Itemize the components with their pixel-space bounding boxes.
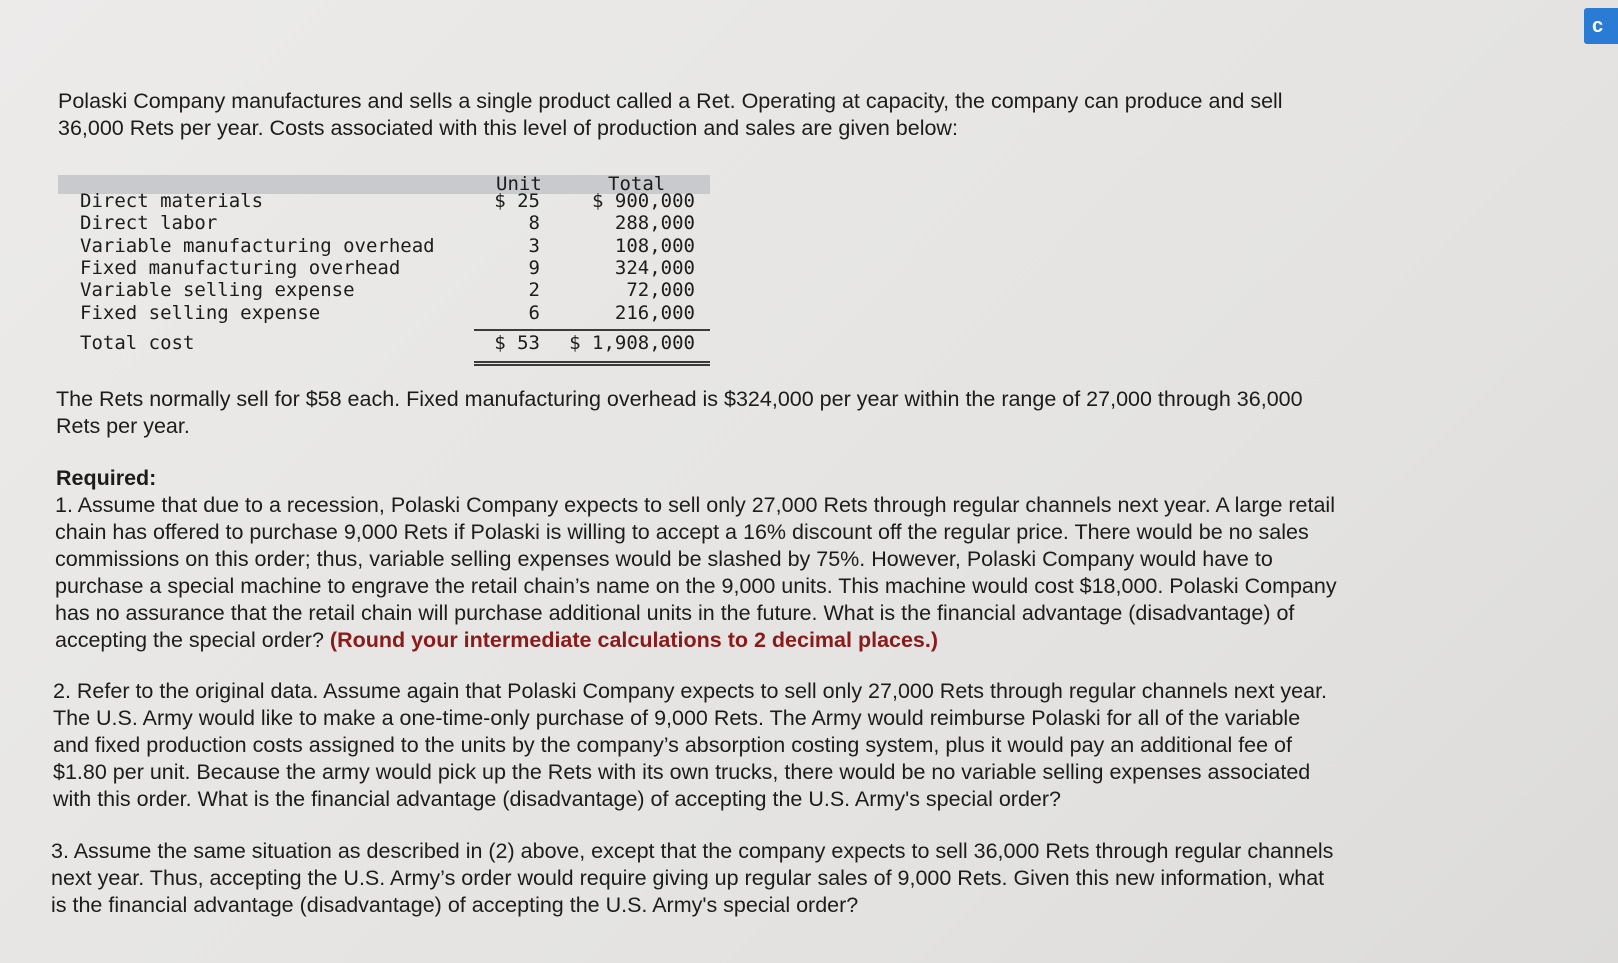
row-label: Fixed selling expense	[80, 302, 321, 324]
price-paragraph	[56, 386, 1303, 440]
question-line: chain has offered to purchase 9,000 Rets if Polaski is willing to accept a 16% discount off the regular price. There would be no sales	[55, 520, 1309, 544]
question-line: 2. Refer to the original data. Assume again that Polaski Company expects to sell only 27,000 Rets through regular channels next year.	[53, 679, 1328, 703]
question-line: 1. Assume that due to a recession, Polaski Company expects to sell only 27,000 Rets through regular channels next year. A large retail	[55, 493, 1335, 517]
rounding-instruction: (Round your intermediate calculations to 2 decimal places.)	[329, 628, 939, 652]
question-2	[53, 678, 1327, 813]
question-line: commissions on this order; thus, variable selling expenses would be slashed by 75%. However, Polaski Company would have to	[55, 547, 1273, 571]
subtotal-rule	[474, 329, 710, 331]
row-total: 288,000	[614, 212, 695, 234]
row-total: 72,000	[626, 279, 695, 301]
table-row	[58, 302, 710, 324]
question-line	[55, 627, 1337, 654]
row-unit: 8	[528, 212, 540, 234]
table-row	[58, 190, 710, 212]
question-line: with this order. What is the financial advantage (disadvantage) of accepting the U.S. Army's special order?	[53, 787, 1061, 811]
row-total: 216,000	[614, 302, 695, 324]
table-row	[58, 257, 710, 279]
row-unit: $ 25	[494, 190, 540, 212]
row-unit: 3	[528, 235, 540, 257]
double-rule-bottom	[474, 364, 710, 366]
row-unit: 2	[528, 279, 540, 301]
row-unit: 6	[528, 302, 540, 324]
question-line: has no assurance that the retail chain will purchase additional units in the future. What is the financial advantage (disadvantage) of	[55, 601, 1295, 625]
header-unit: Unit	[496, 173, 542, 195]
question-line: next year. Thus, accepting the U.S. Army’s order would require giving up regular sales of 9,000 Rets. Given this new information, what	[51, 866, 1325, 890]
question-line: purchase a special machine to engrave the retail chain’s name on the 9,000 units. This machine would cost $18,000. Polaski Company	[55, 574, 1337, 598]
corner-button[interactable]	[1584, 8, 1618, 44]
cost-table	[58, 172, 710, 368]
row-label: Variable selling expense	[80, 279, 355, 301]
question-line: and fixed production costs assigned to the units by the company’s absorption costing system, plus it would pay an additional fee of	[53, 733, 1292, 757]
question-line: The U.S. Army would like to make a one-time-only purchase of 9,000 Rets. The Army would reimburse Polaski for all of the variable	[53, 706, 1301, 730]
table-row	[58, 235, 710, 257]
question-line: $1.80 per unit. Because the army would pick up the Rets with its own trucks, there would be no variable selling expenses associated	[53, 760, 1311, 784]
intro-line: 36,000 Rets per year. Costs associated with this level of production and sales are given below:	[58, 116, 958, 140]
header-total: Total	[608, 173, 666, 195]
row-unit: 9	[528, 257, 540, 279]
table-row	[58, 212, 710, 234]
row-label: Fixed manufacturing overhead	[80, 257, 401, 279]
question-3	[51, 838, 1333, 919]
row-total: 324,000	[614, 257, 695, 279]
total-amount: $ 1,908,000	[569, 332, 695, 354]
required-heading: Required:	[56, 466, 157, 490]
corner-button-label: c	[1592, 15, 1604, 37]
question-line: is the financial advantage (disadvantage) of accepting the U.S. Army's special order?	[51, 893, 859, 917]
question-line: 3. Assume the same situation as described in (2) above, except that the company expects to sell 36,000 Rets through regular channels	[51, 839, 1334, 863]
row-total: $ 900,000	[592, 190, 695, 212]
total-row	[58, 332, 710, 354]
price-line: The Rets normally sell for $58 each. Fixed manufacturing overhead is $324,000 per year within the range of 27,000 through 36,000	[56, 387, 1303, 411]
row-label: Direct labor	[80, 212, 218, 234]
total-unit: $ 53	[494, 332, 540, 354]
total-label: Total cost	[80, 332, 195, 354]
row-label: Direct materials	[80, 190, 264, 212]
row-total: 108,000	[614, 235, 695, 257]
intro-paragraph	[58, 88, 1283, 142]
row-label: Variable manufacturing overhead	[80, 235, 435, 257]
question-last-line: accepting the special order?	[55, 628, 324, 652]
table-row	[58, 279, 710, 301]
price-line: Rets per year.	[56, 414, 190, 438]
intro-line: Polaski Company manufactures and sells a single product called a Ret. Operating at capacity, the company can produce and sell	[58, 89, 1283, 113]
double-rule-top	[474, 361, 710, 363]
question-1	[55, 492, 1337, 654]
